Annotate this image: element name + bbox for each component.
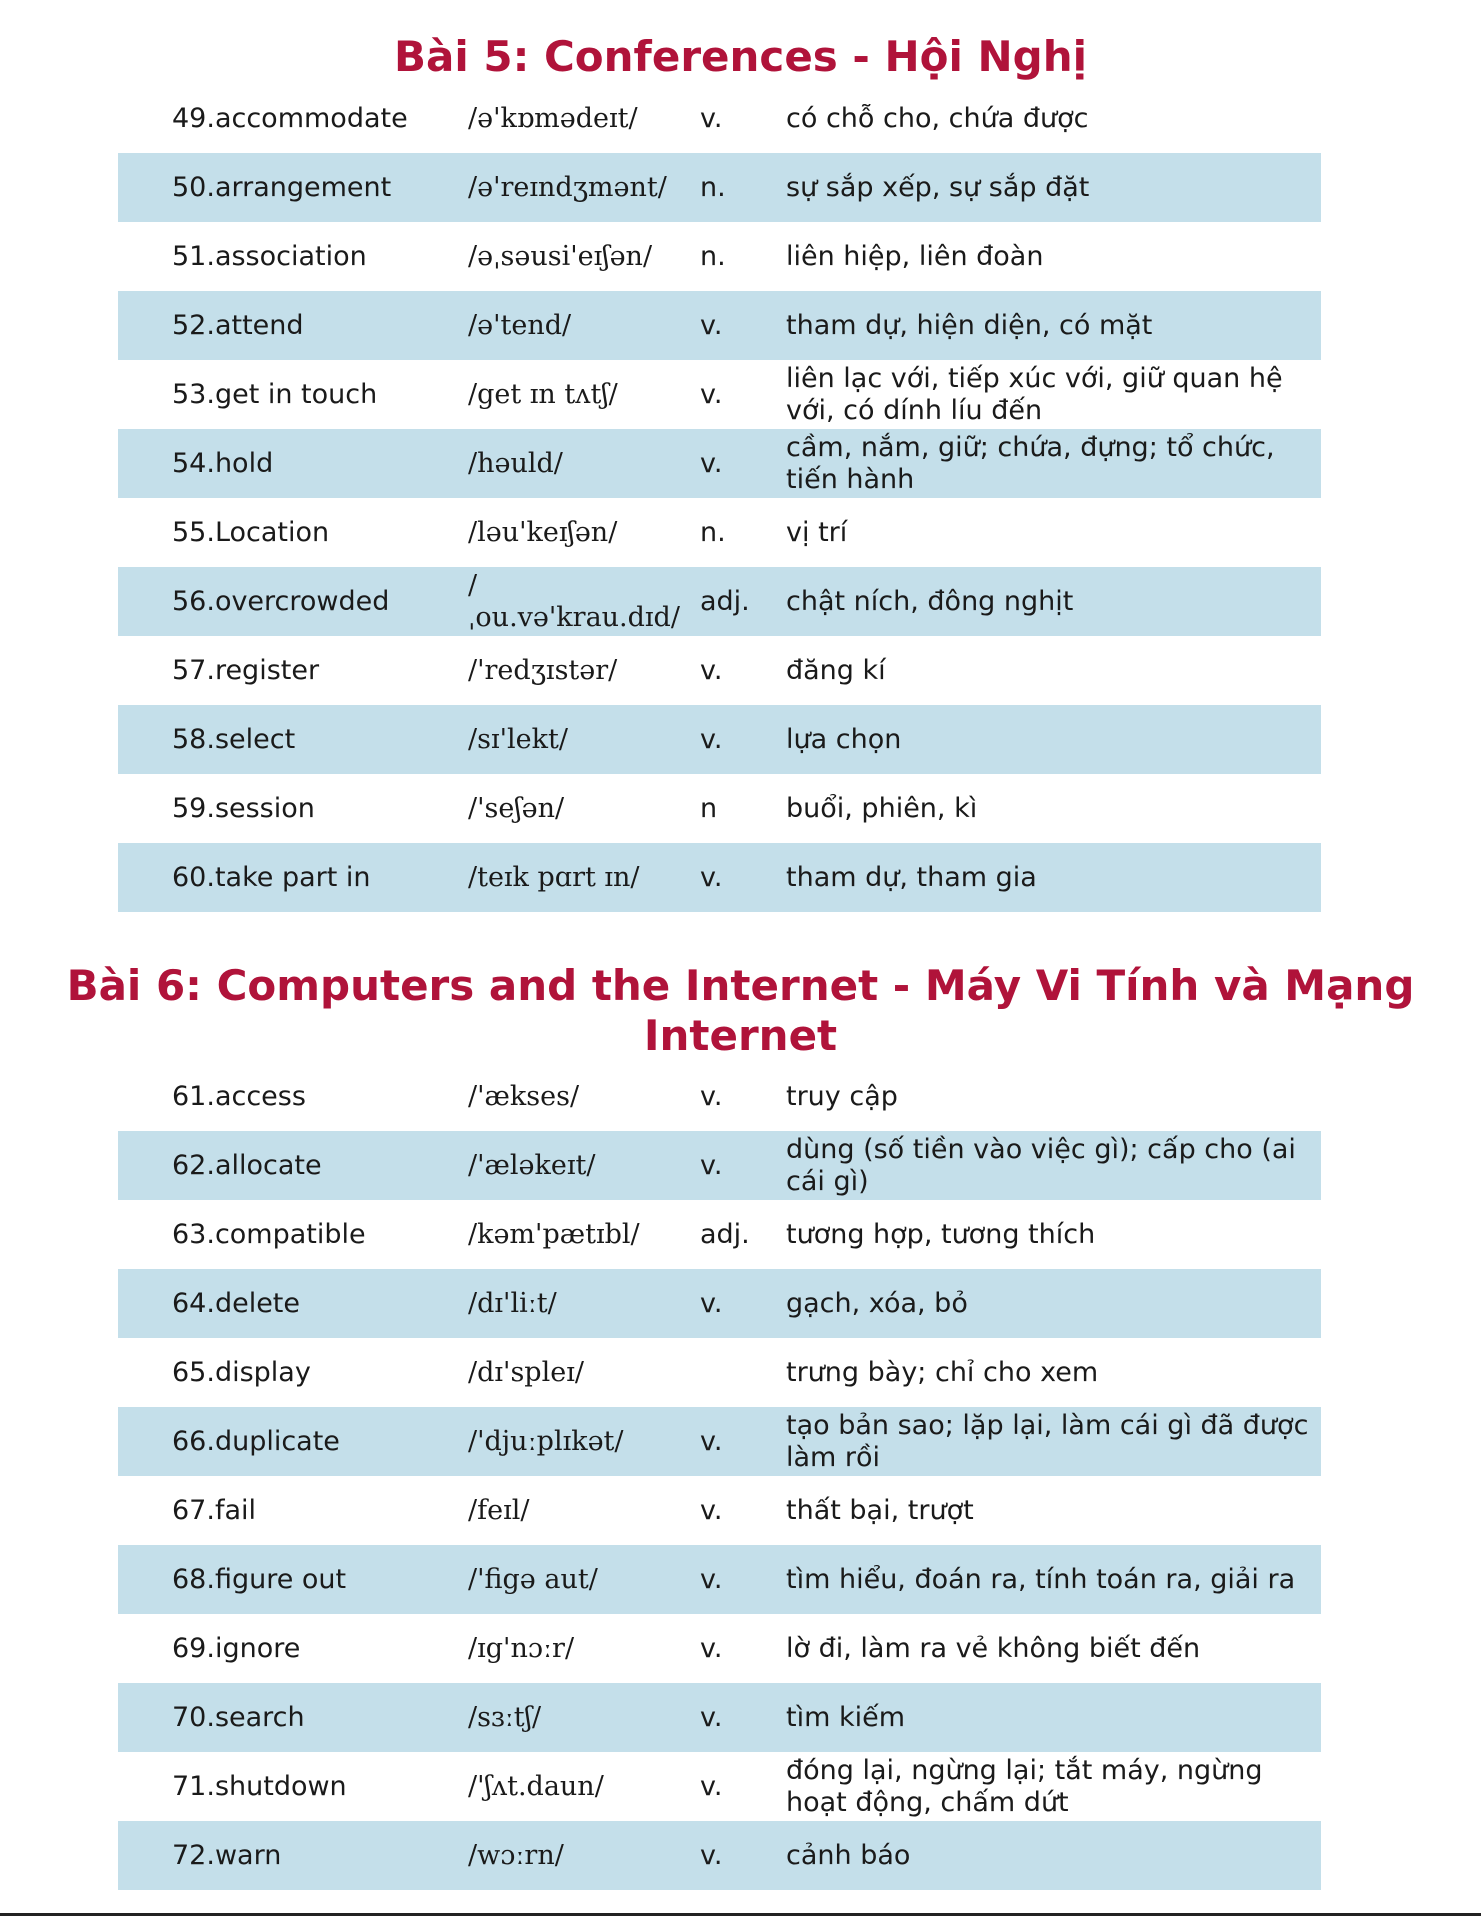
vocab-ipa: /ə'tend/ [468, 309, 572, 341]
vocab-meaning: tìm kiếm [786, 1701, 906, 1733]
vocab-part-of-speech: n. [700, 171, 726, 203]
vocab-row [118, 1752, 1321, 1821]
vocab-meaning: thất bại, trượt [786, 1494, 974, 1526]
vocab-meaning: gạch, xóa, bỏ [786, 1287, 968, 1319]
vocab-word: 49.accommodate [172, 102, 408, 134]
vocab-row [118, 153, 1321, 222]
vocab-word: 58.select [172, 723, 296, 755]
vocab-part-of-speech: v. [700, 447, 723, 479]
vocab-word: 63.compatible [172, 1218, 366, 1250]
vocab-part-of-speech [700, 1338, 770, 1407]
section-title-bai-6-line2: Internet [643, 1011, 838, 1060]
vocab-ipa: /'æləkeɪt/ [468, 1149, 596, 1181]
vocab-word: 54.hold [172, 447, 274, 479]
vocab-row [118, 291, 1321, 360]
vocab-meaning: đóng lại, ngừng lại; tắt máy, ngừng hoạt động, chấm dứt [786, 1754, 1263, 1818]
vocab-word: 65.display [172, 1356, 311, 1388]
vocab-word: 51.association [172, 240, 367, 272]
vocab-ipa: /'ʃʌt.daun/ [468, 1770, 604, 1802]
vocab-word: 52.attend [172, 309, 304, 341]
vocab-ipa: /wɔːrn/ [468, 1839, 564, 1871]
vocab-row [118, 1614, 1321, 1683]
vocab-word: 53.get in touch [172, 378, 378, 410]
vocab-ipa: /get ɪn tʌtʃ/ [468, 378, 618, 410]
vocab-word: 64.delete [172, 1287, 300, 1319]
vocab-ipa: /'djuːplɪkət/ [468, 1425, 624, 1457]
section-title-bai-6-line1: Bài 6: Computers and the Internet - Máy Vi Tính và Mạng [66, 961, 1415, 1010]
vocab-ipa: /ə'reɪndʒmənt/ [468, 171, 667, 203]
vocab-row [118, 84, 1321, 153]
vocab-row [118, 1407, 1321, 1476]
vocab-part-of-speech: adj. [700, 1218, 750, 1250]
section-title-bai-5: Bài 5: Conferences - Hội Nghị [393, 32, 1088, 81]
vocab-word: 71.shutdown [172, 1770, 347, 1802]
vocab-part-of-speech: v. [700, 1494, 723, 1526]
vocab-row [118, 498, 1321, 567]
vocab-meaning: có chỗ cho, chứa được [786, 102, 1089, 134]
vocab-meaning: lựa chọn [786, 723, 902, 755]
vocab-ipa: /ˌou.və'krau.dɪd/ [468, 569, 680, 633]
vocab-row [118, 222, 1321, 291]
vocab-meaning: dùng (số tiền vào việc gì); cấp cho (ai cái gì) [786, 1133, 1296, 1197]
vocab-ipa: /sɪ'lekt/ [468, 723, 568, 755]
bottom-border [0, 1913, 1481, 1916]
vocab-word: 66.duplicate [172, 1425, 340, 1457]
vocab-word: 72.warn [172, 1839, 282, 1871]
vocab-meaning: tham dự, tham gia [786, 861, 1037, 893]
vocab-ipa: /dɪ'liːt/ [468, 1287, 557, 1319]
vocab-row [118, 1200, 1321, 1269]
vocab-ipa: /ləu'keɪʃən/ [468, 516, 618, 548]
vocab-meaning: chật ních, đông nghịt [786, 585, 1074, 617]
vocab-part-of-speech: v. [700, 1563, 723, 1595]
vocab-meaning: cảnh báo [786, 1839, 911, 1871]
vocab-meaning: tương hợp, tương thích [786, 1218, 1096, 1250]
vocab-part-of-speech: v. [700, 1425, 723, 1457]
vocab-meaning: đăng kí [786, 654, 886, 686]
vocab-ipa: /feɪl/ [468, 1494, 530, 1526]
vocab-row [118, 360, 1321, 429]
vocab-ipa: /kəm'pætɪbl/ [468, 1218, 640, 1250]
vocab-ipa: /əˌsəusi'eɪʃən/ [468, 240, 653, 272]
vocab-meaning: tạo bản sao; lặp lại, làm cái gì đã được làm rồi [786, 1409, 1309, 1473]
vocab-meaning: vị trí [786, 516, 848, 548]
vocab-meaning: truy cập [786, 1080, 898, 1112]
vocab-ipa: /sɜːtʃ/ [468, 1701, 542, 1733]
vocab-row [118, 705, 1321, 774]
vocab-row [118, 1683, 1321, 1752]
vocab-word: 69.ignore [172, 1632, 301, 1664]
vocab-meaning: trưng bày; chỉ cho xem [786, 1356, 1099, 1388]
vocab-word: 59.session [172, 792, 315, 824]
vocab-ipa: /ə'kɒmədeɪt/ [468, 102, 638, 134]
vocab-word: 55.Location [172, 516, 330, 548]
vocab-part-of-speech: v. [700, 309, 723, 341]
vocab-part-of-speech: v. [700, 861, 723, 893]
vocab-part-of-speech: v. [700, 102, 723, 134]
vocab-row [118, 567, 1321, 636]
vocab-meaning: tham dự, hiện diện, có mặt [786, 309, 1153, 341]
vocab-word: 67.fail [172, 1494, 256, 1526]
vocab-ipa: /dɪ'spleɪ/ [468, 1356, 584, 1388]
vocab-part-of-speech: v. [700, 1632, 723, 1664]
vocab-meaning: lờ đi, làm ra vẻ không biết đến [786, 1632, 1201, 1664]
vocab-ipa: /ɪg'nɔːr/ [468, 1632, 575, 1664]
vocab-row [118, 429, 1321, 498]
vocab-word: 50.arrangement [172, 171, 392, 203]
vocab-meaning: tìm hiểu, đoán ra, tính toán ra, giải ra [786, 1563, 1296, 1595]
vocab-part-of-speech: n [700, 792, 718, 824]
vocab-ipa: /'redʒɪstər/ [468, 654, 618, 686]
vocab-row [118, 1062, 1321, 1131]
vocab-row [118, 1821, 1321, 1890]
vocab-ipa: /'figə aut/ [468, 1563, 598, 1595]
vocab-row [118, 1338, 1321, 1407]
vocab-table-bai-5 [118, 84, 1321, 912]
vocab-row [118, 1131, 1321, 1200]
vocab-word: 62.allocate [172, 1149, 322, 1181]
vocab-part-of-speech: adj. [700, 585, 750, 617]
vocab-part-of-speech: v. [700, 1770, 723, 1802]
vocab-table-bai-6 [118, 1062, 1321, 1890]
vocab-meaning: buổi, phiên, kì [786, 792, 978, 824]
vocab-row [118, 636, 1321, 705]
vocab-part-of-speech: n. [700, 516, 726, 548]
vocab-row [118, 1269, 1321, 1338]
vocab-meaning: cầm, nắm, giữ; chứa, đựng; tổ chức, tiến hành [786, 431, 1275, 495]
vocab-part-of-speech: v. [700, 1149, 723, 1181]
vocab-part-of-speech: n. [700, 240, 726, 272]
vocab-word: 68.figure out [172, 1563, 347, 1595]
vocab-part-of-speech: v. [700, 378, 723, 410]
vocab-ipa: /'ækses/ [468, 1080, 580, 1112]
vocab-part-of-speech: v. [700, 1701, 723, 1733]
vocab-part-of-speech: v. [700, 1080, 723, 1112]
vocab-meaning: sự sắp xếp, sự sắp đặt [786, 171, 1090, 203]
vocab-row [118, 1545, 1321, 1614]
vocab-part-of-speech: v. [700, 654, 723, 686]
vocab-ipa: /həuld/ [468, 447, 563, 479]
vocab-word: 60.take part in [172, 861, 371, 893]
vocab-row [118, 843, 1321, 912]
vocab-word: 70.search [172, 1701, 305, 1733]
vocab-part-of-speech: v. [700, 1839, 723, 1871]
vocab-part-of-speech: v. [700, 1287, 723, 1319]
vocab-row [118, 1476, 1321, 1545]
vocab-ipa: /teɪk pɑrt ɪn/ [468, 861, 640, 893]
vocab-word: 61.access [172, 1080, 306, 1112]
vocab-meaning: liên lạc với, tiếp xúc với, giữ quan hệ với, có dính líu đến [786, 362, 1283, 426]
vocab-row [118, 774, 1321, 843]
vocab-ipa: /'seʃən/ [468, 792, 565, 824]
vocab-part-of-speech: v. [700, 723, 723, 755]
vocab-word: 56.overcrowded [172, 585, 390, 617]
vocab-word: 57.register [172, 654, 320, 686]
vocab-meaning: liên hiệp, liên đoàn [786, 240, 1044, 272]
